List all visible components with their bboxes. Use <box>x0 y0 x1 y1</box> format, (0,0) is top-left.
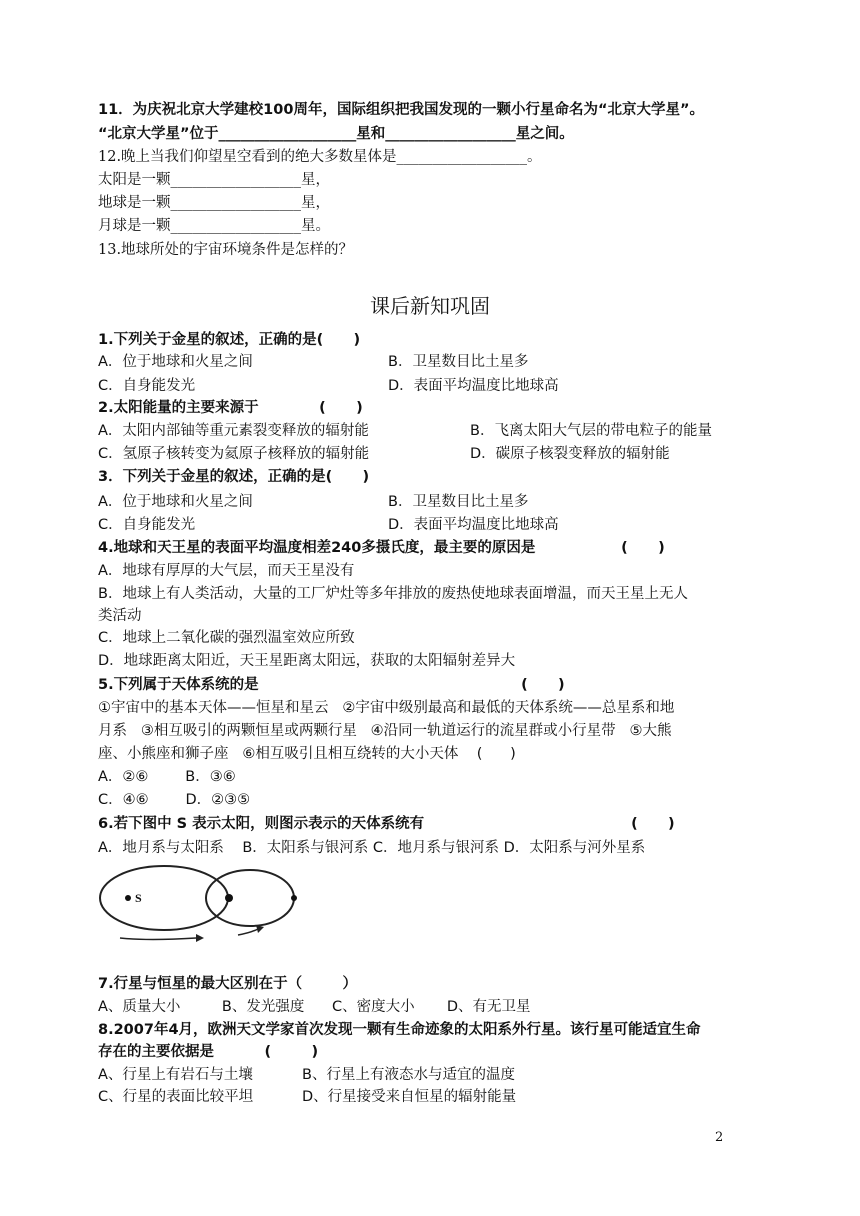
sun-dot <box>125 895 131 901</box>
q3-option-b: B．卫星数目比土星多 <box>388 494 529 510</box>
q2-option-a: A．太阳内部铀等重元素裂变释放的辐射能 <box>98 423 369 439</box>
q6-stem: 6.若下图中 S 表示太阳，则图示表示的天体系统有 ( ) <box>98 816 675 832</box>
q3-option-c: C．自身能发光 <box>98 517 196 533</box>
q1-option-c: C．自身能发光 <box>98 378 196 394</box>
q4-stem: 4.地球和天王星的表面平均温度相差240多摄氏度，最主要的原因是 ( ) <box>98 540 665 556</box>
q1-option-b: B．卫星数目比土星多 <box>388 354 529 370</box>
q11-line2: “北京大学星”位于___________________星和__________________星之间。 <box>98 126 574 142</box>
earth-dot <box>225 894 233 902</box>
q4-option-c: C．地球上二氧化碳的强烈温室效应所致 <box>98 630 355 646</box>
q13: 13.地球所处的宇宙环境条件是怎样的？ <box>98 242 354 258</box>
q5-body-line2: 月系 ③相互吸引的两颗恒星或两颗行星 ④沿同一轨道运行的流星群或小行星带 ⑤大熊 <box>98 723 672 739</box>
q8-option-c: C、行星的表面比较平坦 <box>98 1089 254 1105</box>
q5-body-line3: 座、小熊座和狮子座 ⑥相互吸引且相互绕转的大小天体 ( ) <box>98 746 516 762</box>
q1-option-a: A．位于地球和火星之间 <box>98 354 253 370</box>
q1-stem: 1.下列关于金星的叙述，正确的是( ) <box>98 332 361 348</box>
q6-options: A．地月系与太阳系 B．太阳系与银河系 C．地月系与银河系 D．太阳系与河外星系 <box>98 840 646 856</box>
q4-option-d: D．地球距离太阳近，天王星距离太阳远，获取的太阳辐射差异大 <box>98 653 516 669</box>
page-number: 2 <box>715 1130 724 1145</box>
q5-body-line1: ①宇宙中的基本天体——恒星和星云 ②宇宙中级别最高和最低的天体系统——总星系和地 <box>98 700 675 716</box>
q12-sun: 太阳是一颗__________________星， <box>98 172 330 188</box>
q5-stem: 5.下列属于天体系统的是 ( ) <box>98 677 565 693</box>
moon-dot <box>291 895 297 901</box>
q1-option-d: D．表面平均温度比地球高 <box>388 378 559 394</box>
q3-option-a: A．位于地球和火星之间 <box>98 494 253 510</box>
q5-options-row1: A．②⑥ B．③⑥ <box>98 769 236 785</box>
q12-moon: 月球是一颗__________________星。 <box>98 218 330 234</box>
sun-label: S <box>135 891 142 905</box>
q8-option-d: D、行星接受来自恒星的辐射能量 <box>302 1089 517 1105</box>
section-title: 课后新知巩固 <box>370 294 490 318</box>
q3-option-d: D．表面平均温度比地球高 <box>388 517 559 533</box>
q8-option-b: B、行星上有液态水与适宜的温度 <box>302 1067 515 1083</box>
q3-stem: 3．下列关于金星的叙述，正确的是( ) <box>98 469 370 485</box>
orbit-diagram <box>98 858 308 946</box>
q8-stem-line1: 8.2007年4月，欧洲天文学家首次发现一颗有生命迹象的太阳系外行星。该行星可能适宜生命 <box>98 1022 701 1038</box>
q8-option-a: A、行星上有岩石与土壤 <box>98 1067 253 1083</box>
q2-stem: 2.太阳能量的主要来源于 ( ) <box>98 400 363 416</box>
q11-line1: 11．为庆祝北京大学建校100周年，国际组织把我国发现的一颗小行星命名为“北京大学星”。 <box>98 102 705 118</box>
q12-earth: 地球是一颗__________________星， <box>98 195 330 211</box>
q8-stem-line2: 存在的主要依据是 ( ) <box>98 1044 319 1060</box>
q4-option-a: A．地球有厚厚的大气层，而天王星没有 <box>98 563 355 579</box>
q2-option-c: C．氢原子核转变为氦原子核释放的辐射能 <box>98 446 370 462</box>
q4-option-b-line1: B．地球上有人类活动，大量的工厂炉灶等多年排放的废热使地球表面增温，而天王星上无人 <box>98 586 688 602</box>
q5-options-row2: C．④⑥ D．②③⑤ <box>98 792 251 808</box>
q2-option-d: D．碳原子核裂变释放的辐射能 <box>470 446 670 462</box>
q7-stem: 7.行星与恒星的最大区别在于（ ） <box>98 976 357 992</box>
q4-option-b-line2: 类活动 <box>98 608 142 624</box>
q12-line1: 12.晚上当我们仰望星空看到的绝大多数星体是__________________。 <box>98 149 542 165</box>
q7-options: A、质量大小 B、发光强度 C、密度大小 D、有无卫星 <box>98 999 531 1015</box>
q2-option-b: B．飞离太阳大气层的带电粒子的能量 <box>470 423 712 439</box>
